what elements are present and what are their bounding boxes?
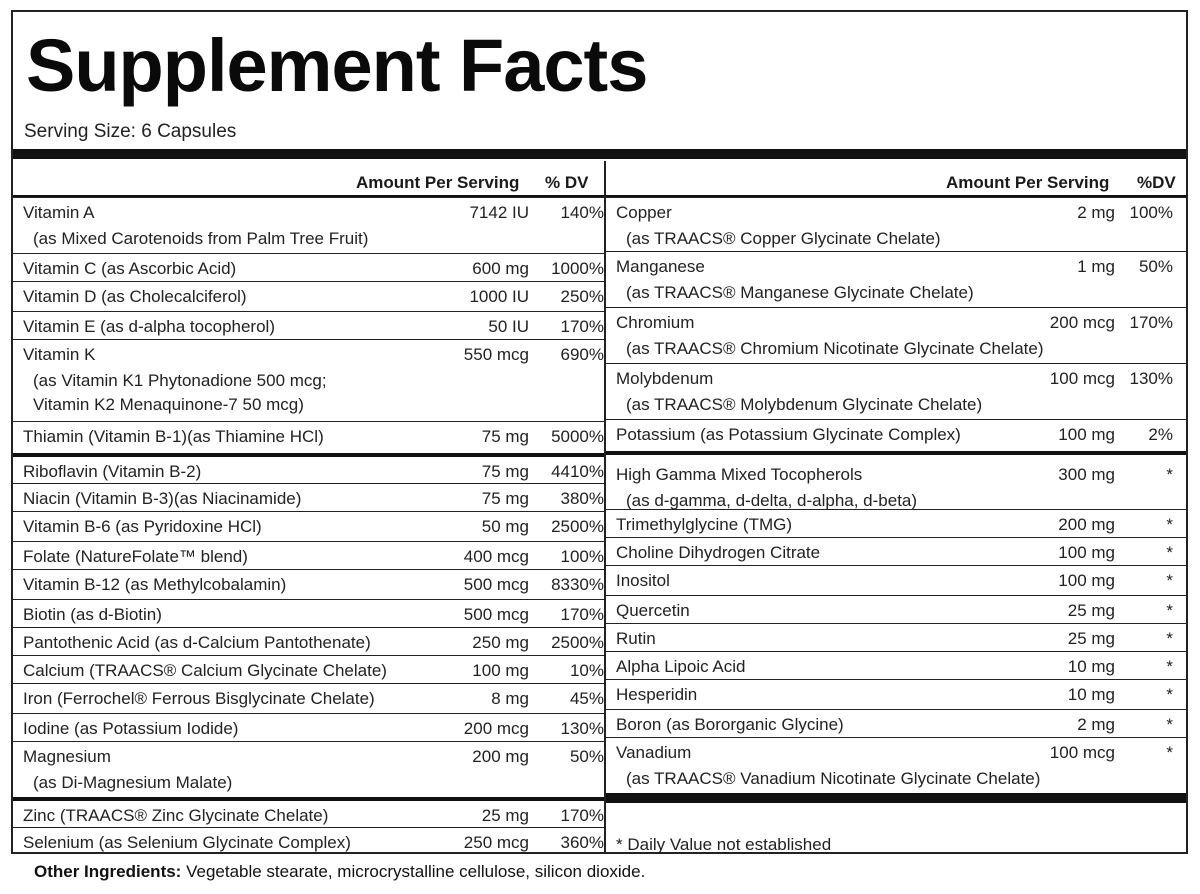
nutrient-name: Pantothenic Acid (as d-Calcium Pantothenate) <box>23 633 371 652</box>
table-row <box>606 509 1186 537</box>
table-row <box>606 737 1186 793</box>
right-header-dv: %DV <box>1137 173 1176 192</box>
nutrient-dv: * <box>1166 465 1173 484</box>
nutrient-dv: * <box>1166 543 1173 562</box>
table-row <box>13 797 604 827</box>
nutrient-amount: 75 mg <box>481 462 529 481</box>
nutrient-dv: * <box>1166 571 1173 590</box>
nutrient-name: Vitamin A <box>23 203 95 222</box>
table-row <box>606 419 1186 451</box>
left-nutrient-table <box>13 161 604 852</box>
table-row <box>13 253 604 281</box>
nutrient-amount: 100 mg <box>1058 425 1115 444</box>
table-row <box>13 421 604 453</box>
nutrient-dv: * <box>1166 743 1173 762</box>
nutrient-dv: 170% <box>560 806 604 825</box>
nutrient-source: (as Vitamin K1 Phytonadione 500 mcg; <box>33 371 327 390</box>
nutrient-name: Folate (NatureFolate™ blend) <box>23 547 248 566</box>
nutrient-dv: 130% <box>1129 369 1173 388</box>
nutrient-dv: 10% <box>569 661 604 680</box>
left-header-underline <box>13 195 604 197</box>
nutrient-name: Zinc (TRAACS® Zinc Glycinate Chelate) <box>23 806 329 825</box>
other-ingredients-label: Other Ingredients: <box>34 862 182 881</box>
nutrient-name: Manganese <box>616 257 705 276</box>
serving-size: Serving Size: 6 Capsules <box>24 121 237 142</box>
nutrient-name: Quercetin <box>616 601 690 620</box>
table-row <box>13 339 604 421</box>
table-row <box>13 827 604 857</box>
table-row <box>606 307 1186 363</box>
nutrient-dv: 4410% <box>551 462 604 481</box>
table-row <box>13 197 604 253</box>
nutrient-dv: * <box>1166 657 1173 676</box>
nutrient-amount: 1 mg <box>1077 257 1115 276</box>
nutrient-name: Iron (Ferrochel® Ferrous Bisglycinate Chelate) <box>23 689 375 708</box>
nutrient-dv: * <box>1166 515 1173 534</box>
nutrient-amount: 2 mg <box>1077 203 1115 222</box>
nutrient-source: (as TRAACS® Copper Glycinate Chelate) <box>626 229 941 248</box>
nutrient-name: High Gamma Mixed Tocopherols <box>616 465 863 484</box>
nutrient-amount: 7142 IU <box>469 203 529 222</box>
nutrient-dv: 1000% <box>551 259 604 278</box>
nutrient-source: (as Mixed Carotenoids from Palm Tree Fruit) <box>33 229 369 248</box>
nutrient-dv: * <box>1166 601 1173 620</box>
nutrient-dv: 50% <box>569 747 604 766</box>
nutrient-dv: 360% <box>560 833 604 852</box>
nutrient-dv: * <box>1166 629 1173 648</box>
right-nutrient-table <box>604 161 1186 852</box>
table-row <box>606 451 1186 509</box>
nutrient-source: (as d-gamma, d-delta, d-alpha, d-beta) <box>626 491 918 510</box>
right-table-bottom-bar <box>606 793 1186 803</box>
table-row <box>13 713 604 741</box>
nutrient-amount: 200 mcg <box>1049 313 1115 332</box>
nutrient-source: Vitamin K2 Menaquinone-7 50 mcg) <box>33 395 304 414</box>
nutrient-name: Calcium (TRAACS® Calcium Glycinate Chelate) <box>23 661 387 680</box>
nutrient-name: Rutin <box>616 629 656 648</box>
nutrient-name: Vitamin K <box>23 345 96 364</box>
table-row <box>13 511 604 541</box>
table-row <box>606 595 1186 623</box>
nutrient-source: (as TRAACS® Manganese Glycinate Chelate) <box>626 283 974 302</box>
nutrient-amount: 550 mcg <box>463 345 529 364</box>
table-row <box>606 197 1186 251</box>
nutrient-name: Vitamin E (as d-alpha tocopherol) <box>23 317 275 336</box>
right-header-underline <box>606 195 1186 197</box>
table-row <box>606 679 1186 709</box>
table-row <box>13 483 604 511</box>
table-row <box>606 651 1186 679</box>
nutrient-amount: 75 mg <box>481 489 529 508</box>
nutrient-name: Vanadium <box>616 743 692 762</box>
nutrient-name: Iodine (as Potassium Iodide) <box>23 719 239 738</box>
nutrient-dv: * <box>1166 715 1173 734</box>
nutrient-dv: 100% <box>1129 203 1173 222</box>
nutrient-amount: 50 mg <box>481 517 529 536</box>
nutrient-amount: 10 mg <box>1067 685 1115 704</box>
nutrient-name: Thiamin (Vitamin B-1)(as Thiamine HCl) <box>23 427 324 446</box>
table-row <box>13 281 604 311</box>
nutrient-name: Chromium <box>616 313 695 332</box>
table-row <box>606 623 1186 651</box>
nutrient-source: (as TRAACS® Molybdenum Glycinate Chelate) <box>626 395 983 414</box>
table-row <box>606 251 1186 307</box>
nutrient-amount: 25 mg <box>1067 629 1115 648</box>
footnote-dv: * Daily Value not established <box>616 835 832 854</box>
nutrient-name: Vitamin B-12 (as Methylcobalamin) <box>23 575 287 594</box>
nutrient-dv: 45% <box>569 689 604 708</box>
nutrient-amount: 75 mg <box>481 427 529 446</box>
nutrient-amount: 100 mcg <box>1049 743 1115 762</box>
nutrient-amount: 25 mg <box>1067 601 1115 620</box>
table-row <box>13 453 604 483</box>
nutrient-amount: 200 mg <box>1058 515 1115 534</box>
nutrient-name: Alpha Lipoic Acid <box>616 657 746 676</box>
nutrient-dv: 100% <box>560 547 604 566</box>
nutrient-amount: 300 mg <box>1058 465 1115 484</box>
nutrient-dv: 170% <box>560 317 604 336</box>
nutrient-dv: 2500% <box>551 517 604 536</box>
page-title: Supplement Facts <box>26 24 648 107</box>
other-ingredients <box>34 860 645 884</box>
nutrient-amount: 8 mg <box>491 689 529 708</box>
nutrient-name: Magnesium <box>23 747 111 766</box>
nutrient-amount: 1000 IU <box>469 287 529 306</box>
nutrient-name: Inositol <box>616 571 670 590</box>
nutrient-dv: 170% <box>1129 313 1173 332</box>
nutrient-amount: 200 mg <box>472 747 529 766</box>
nutrient-amount: 500 mcg <box>463 605 529 624</box>
table-row <box>13 683 604 713</box>
nutrient-dv: 130% <box>560 719 604 738</box>
table-row <box>13 569 604 599</box>
nutrient-dv: 5000% <box>551 427 604 446</box>
nutrient-dv: * <box>1166 685 1173 704</box>
nutrient-name: Molybdenum <box>616 369 714 388</box>
nutrient-source: (as TRAACS® Vanadium Nicotinate Glycinate Chelate) <box>626 769 1041 788</box>
nutrient-name: Trimethylglycine (TMG) <box>616 515 792 534</box>
nutrient-name: Vitamin C (as Ascorbic Acid) <box>23 259 237 278</box>
nutrient-amount: 200 mcg <box>463 719 529 738</box>
nutrient-name: Riboflavin (Vitamin B-2) <box>23 462 202 481</box>
nutrient-dv: 250% <box>560 287 604 306</box>
nutrient-amount: 25 mg <box>481 806 529 825</box>
nutrient-source: (as TRAACS® Chromium Nicotinate Glycinate Chelate) <box>626 339 1044 358</box>
nutrient-dv: 50% <box>1138 257 1173 276</box>
nutrient-amount: 100 mg <box>1058 571 1115 590</box>
nutrient-name: Hesperidin <box>616 685 698 704</box>
nutrient-amount: 100 mcg <box>1049 369 1115 388</box>
nutrient-name: Potassium (as Potassium Glycinate Complex) <box>616 425 961 444</box>
nutrient-amount: 250 mcg <box>463 833 529 852</box>
table-row <box>13 541 604 569</box>
nutrient-name: Choline Dihydrogen Citrate <box>616 543 821 562</box>
nutrient-dv: 2500% <box>551 633 604 652</box>
table-row <box>13 741 604 797</box>
table-row <box>13 311 604 339</box>
nutrient-name: Biotin (as d-Biotin) <box>23 605 162 624</box>
nutrient-source: (as Di-Magnesium Malate) <box>33 773 233 792</box>
table-row <box>606 709 1186 737</box>
nutrient-name: Vitamin B-6 (as Pyridoxine HCl) <box>23 517 262 536</box>
nutrient-name: Niacin (Vitamin B-3)(as Niacinamide) <box>23 489 302 508</box>
nutrient-dv: 8330% <box>551 575 604 594</box>
table-row <box>606 565 1186 595</box>
nutrient-amount: 500 mcg <box>463 575 529 594</box>
table-row <box>13 599 604 627</box>
table-row <box>13 627 604 655</box>
nutrient-amount: 250 mg <box>472 633 529 652</box>
supplement-facts-panel <box>11 10 1188 854</box>
nutrient-dv: 380% <box>560 489 604 508</box>
nutrient-amount: 2 mg <box>1077 715 1115 734</box>
nutrient-amount: 100 mg <box>472 661 529 680</box>
nutrient-dv: 2% <box>1148 425 1173 444</box>
left-header-amount: Amount Per Serving <box>356 173 520 192</box>
nutrient-name: Vitamin D (as Cholecalciferol) <box>23 287 247 306</box>
nutrient-dv: 170% <box>560 605 604 624</box>
nutrient-dv: 140% <box>560 203 604 222</box>
table-row <box>606 363 1186 419</box>
nutrient-name: Boron (as Bororganic Glycine) <box>616 715 844 734</box>
right-header-amount: Amount Per Serving <box>946 173 1110 192</box>
nutrient-amount: 10 mg <box>1067 657 1115 676</box>
header-divider <box>13 149 1186 159</box>
other-ingredients-text: Vegetable stearate, microcrystalline cellulose, silicon dioxide. <box>181 862 646 881</box>
nutrient-dv: 690% <box>560 345 604 364</box>
table-row <box>13 655 604 683</box>
nutrient-name: Copper <box>616 203 672 222</box>
table-row <box>606 537 1186 565</box>
nutrient-amount: 400 mcg <box>463 547 529 566</box>
nutrient-amount: 100 mg <box>1058 543 1115 562</box>
nutrient-name: Selenium (as Selenium Glycinate Complex) <box>23 833 351 852</box>
nutrient-amount: 600 mg <box>472 259 529 278</box>
left-header-dv: % DV <box>545 173 589 192</box>
nutrient-amount: 50 IU <box>488 317 529 336</box>
